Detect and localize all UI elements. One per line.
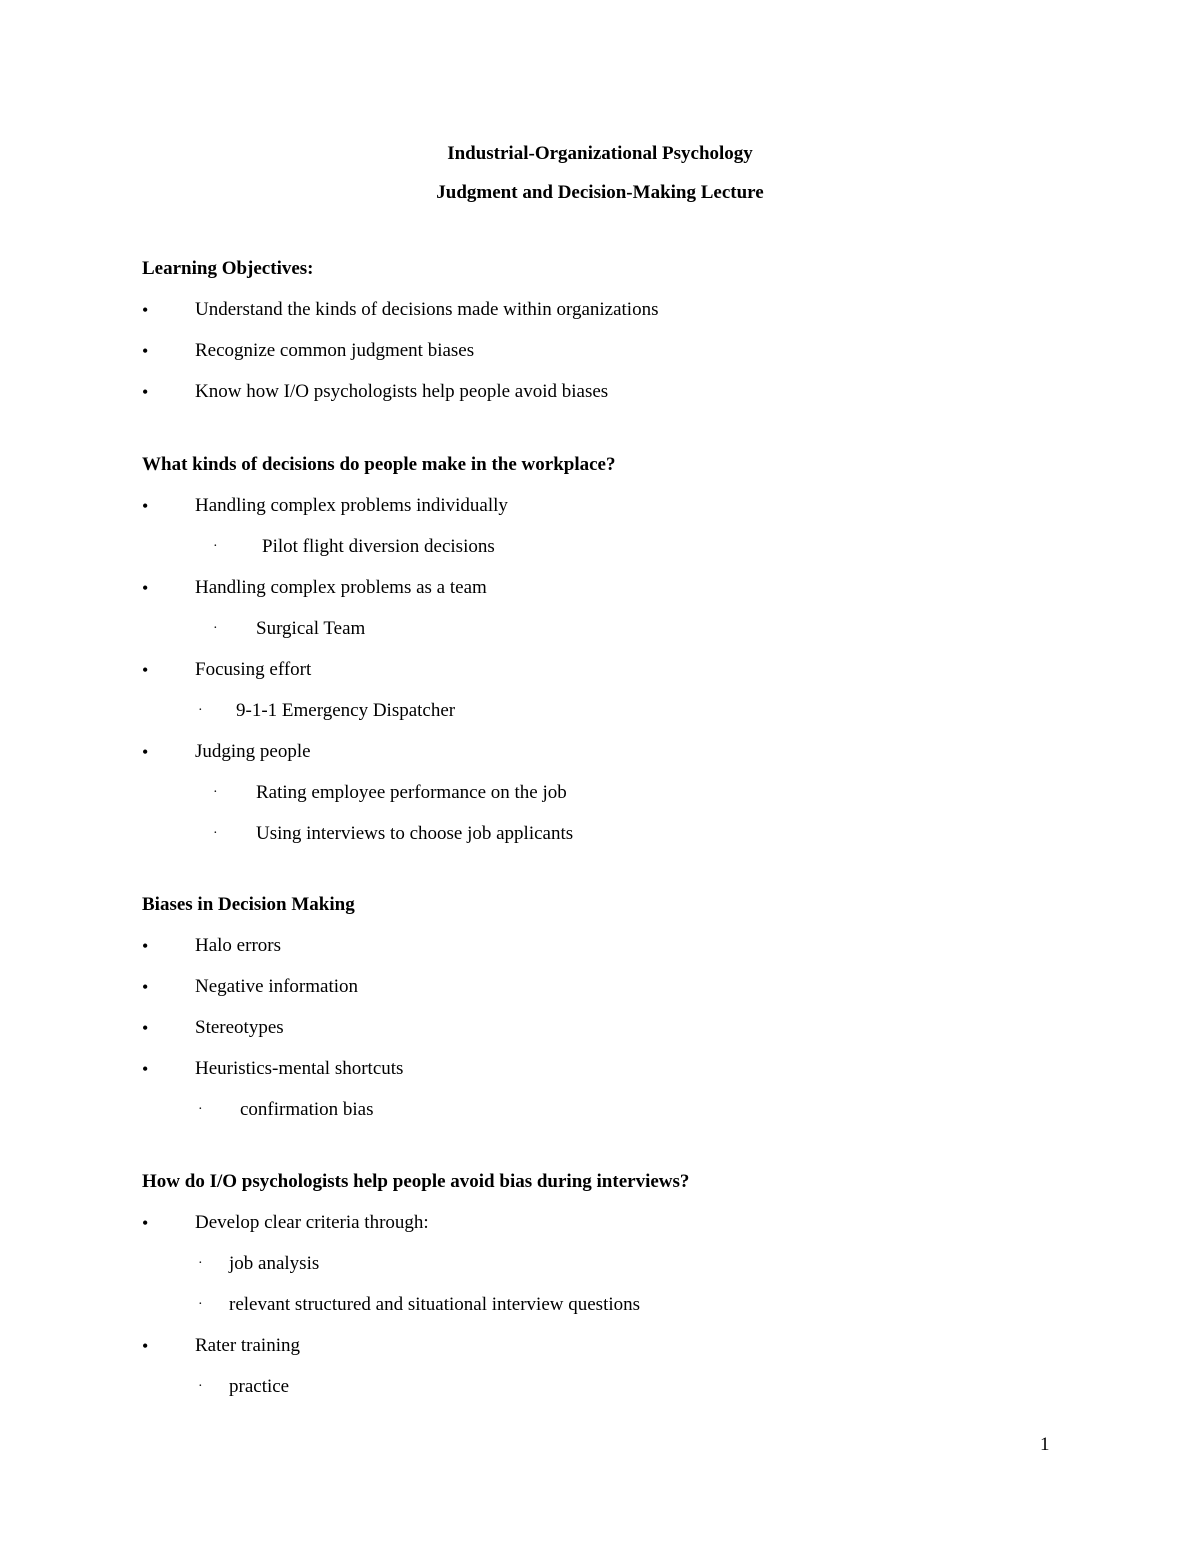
list-item-text: Handling complex problems as a team [195,577,487,598]
list-item-text: Rater training [195,1335,300,1356]
sub-list-item-text: 9-1-1 Emergency Dispatcher [236,700,456,721]
list-item-text: Understand the kinds of decisions made within organizations [195,299,659,320]
sub-bullet-icon: · [198,1379,203,1394]
bullet-icon: • [142,742,149,762]
sub-bullet-list [195,1252,1102,1317]
section-avoid-bias [142,1170,1102,1399]
sub-list-item-text: relevant structured and situational interview questions [229,1294,641,1315]
sub-list-item-text: practice [229,1376,290,1397]
list-item-text: Know how I/O psychologists help people avoid biases [195,381,609,402]
sub-list-item [142,1293,1102,1317]
list-item-text: Halo errors [195,935,281,956]
sub-list-item-text: Using interviews to choose job applicants [256,823,574,844]
section-heading: Biases in Decision Making [142,894,355,915]
list-item-text: Handling complex problems individually [195,495,508,516]
section-heading: What kinds of decisions do people make in the workplace? [142,454,616,475]
sub-list-item [142,1252,1102,1276]
list-item-text: Judging people [195,741,311,762]
bullet-icon: • [142,660,149,680]
sub-bullet-list [195,617,1102,641]
sub-bullet-icon: · [198,1102,203,1117]
sub-bullet-icon: · [198,1256,203,1271]
list-item [142,1334,1102,1399]
list-item [142,576,1102,641]
section-biases [142,893,1102,1122]
sub-bullet-list [195,1098,1102,1122]
sub-bullet-list [195,535,1102,559]
list-item [142,1211,1102,1317]
page-number: 1 [1040,1434,1050,1455]
bullet-list [142,934,1102,1122]
list-item [142,740,1102,846]
sub-list-item [142,535,1102,559]
list-item [142,658,1102,723]
bullet-icon: • [142,341,149,361]
bullet-icon: • [142,936,149,956]
list-item-text: Recognize common judgment biases [195,340,475,361]
sub-bullet-icon: · [213,785,218,800]
bullet-icon: • [142,977,149,997]
sub-list-item [142,822,1102,846]
section-workplace-decisions [142,453,1102,846]
sub-list-item-text: confirmation bias [240,1099,374,1120]
sub-list-item [142,1375,1102,1399]
section-heading: How do I/O psychologists help people avoid bias during interviews? [142,1171,690,1192]
bullet-icon: • [142,496,149,516]
sub-list-item-text: Pilot flight diversion decisions [262,536,495,557]
list-item [142,380,1102,404]
bullet-icon: • [142,1336,149,1356]
bullet-list [142,1211,1102,1399]
sub-list-item [142,781,1102,805]
list-item-text: Stereotypes [195,1017,284,1038]
bullet-list [142,494,1102,846]
section-learning-objectives [142,257,1102,404]
document-subtitle: Judgment and Decision-Making Lecture [436,182,764,203]
bullet-icon: • [142,1059,149,1079]
sub-list-item-text: Surgical Team [256,618,366,639]
sub-bullet-icon: · [198,1297,203,1312]
sub-list-item [142,1098,1102,1122]
list-item [142,298,1102,322]
bullet-icon: • [142,1213,149,1233]
sub-list-item-text: Rating employee performance on the job [256,782,567,803]
bullet-icon: • [142,578,149,598]
section-heading: Learning Objectives: [142,258,314,279]
list-item [142,934,1102,958]
sub-list-item-text: job analysis [229,1253,320,1274]
sub-list-item [142,699,1102,723]
bullet-icon: • [142,300,149,320]
list-item [142,1016,1102,1040]
list-item [142,975,1102,999]
sub-bullet-list [195,699,1102,723]
sub-bullet-icon: · [213,539,218,554]
bullet-icon: • [142,382,149,402]
sub-bullet-icon: · [213,621,218,636]
sub-bullet-icon: · [198,703,203,718]
sub-list-item [142,617,1102,641]
document-title: Industrial-Organizational Psychology [447,143,753,164]
list-item-text: Focusing effort [195,659,312,680]
sub-bullet-list [195,781,1102,846]
list-item [142,1057,1102,1122]
bullet-list [142,298,1102,404]
list-item-text: Heuristics-mental shortcuts [195,1058,404,1079]
list-item [142,494,1102,559]
list-item-text: Develop clear criteria through: [195,1212,429,1233]
list-item [142,339,1102,363]
sub-bullet-list [195,1375,1102,1399]
list-item-text: Negative information [195,976,359,997]
bullet-icon: • [142,1018,149,1038]
sub-bullet-icon: · [213,826,218,841]
